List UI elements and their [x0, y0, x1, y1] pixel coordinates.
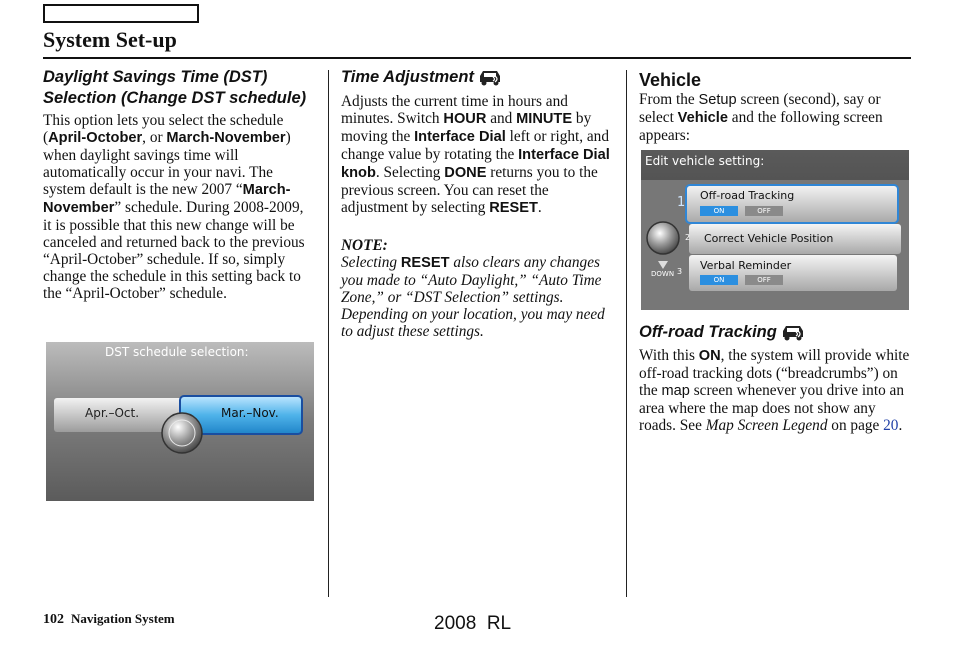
dst-paragraph	[43, 112, 315, 302]
offroad-text-5: .	[898, 417, 903, 434]
note-text-1: Selecting	[341, 254, 401, 271]
vehicle-paragraph	[639, 91, 911, 144]
column-divider-1	[328, 70, 329, 597]
dst-text-4: ” schedule. During 2008-2009, it is possible that this new change will be canceled and returned back to the previous “April-October” schedule. If so, simply change the schedule in this setting back to the “April-October” schedule.	[43, 199, 305, 302]
vehicle-screen-num-2: 2	[685, 233, 691, 242]
section-name: Navigation System	[71, 611, 175, 626]
voice-command-icon	[781, 323, 805, 347]
voice-command-icon	[478, 68, 502, 92]
offroad-heading	[639, 322, 911, 347]
footer	[43, 611, 175, 628]
dst-heading: Daylight Savings Time (DST) Selection (Change DST schedule)	[43, 68, 307, 107]
vehicle-screen-down-label: DOWN	[651, 270, 675, 278]
time-adjustment-title: Time Adjustment	[341, 68, 474, 86]
ta-reset: RESET	[489, 200, 538, 216]
dst-option-march-november: March-November	[166, 130, 286, 146]
ta-hour: HOUR	[443, 111, 487, 127]
header-rule	[43, 57, 911, 59]
note-reset: RESET	[400, 255, 450, 271]
vehicle-screen-row-verbal-reminder: Verbal Reminder	[700, 259, 792, 272]
vehicle-text-1: From the	[639, 91, 699, 108]
vehicle-screen-row3-on: ON	[713, 276, 725, 284]
dst-screen-mar-nov-button: Mar.–Nov.	[221, 406, 279, 420]
note-label: NOTE:	[341, 237, 388, 254]
ta-text-6: returns you to the previous screen. You can reset the adjustment by selecting	[341, 164, 598, 216]
ta-text-5: . Selecting	[375, 164, 445, 181]
column-vehicle	[639, 69, 911, 144]
offroad-on: ON	[698, 348, 721, 364]
offroad-text-1: With this	[639, 347, 699, 364]
column-offroad	[639, 322, 911, 434]
vehicle-screen-num-1: 1	[677, 195, 686, 210]
vehicle-screen-title: Edit vehicle setting:	[645, 154, 765, 168]
page-number: 102	[43, 612, 64, 627]
vehicle-text-2: screen (second), say or select	[639, 91, 881, 126]
note-text-2: also clears any changes you made to “Auto Daylight,” “Auto Time Zone,” or “DST Selection” settings. Depending on your location, you may need to adjust these settings.	[341, 254, 605, 340]
ta-text-3: by moving the	[341, 110, 592, 145]
offroad-text-4: on page	[827, 417, 884, 434]
ta-interface-dial-knob: Interface Dial knob	[341, 147, 610, 181]
ta-text-2: and	[486, 110, 517, 127]
offroad-paragraph	[639, 347, 911, 434]
vehicle-vehicle: Vehicle	[677, 110, 728, 126]
ta-text-4: left or right, and change value by rotating the	[341, 128, 609, 163]
vehicle-setup: Setup	[698, 92, 737, 108]
ta-minute: MINUTE	[516, 111, 573, 127]
offroad-text-3: screen whenever you drive into an area where the map does not show any roads. See	[639, 382, 904, 434]
ta-interface-dial: Interface Dial	[414, 129, 506, 145]
dst-screen-title: DST schedule selection:	[105, 345, 249, 359]
vehicle-screen-row1-on: ON	[713, 207, 725, 215]
vehicle-screen-image	[641, 150, 909, 310]
vehicle-screen-num-3: 3	[677, 267, 683, 276]
note-paragraph	[341, 254, 616, 340]
time-adjustment-heading	[341, 67, 616, 92]
time-adjustment-paragraph	[341, 93, 616, 217]
dst-text-1: This option lets you select the schedule (	[43, 112, 284, 146]
column-dst	[43, 67, 315, 302]
ta-text-7: .	[537, 199, 542, 216]
ta-text-1: Adjusts the current time in hours and minutes. Switch	[341, 93, 568, 127]
vehicle-screen-row3-off: OFF	[757, 276, 771, 284]
dst-screen-apr-oct-button: Apr.–Oct.	[85, 406, 140, 420]
dst-text-3: ) when daylight savings time will automatically occur in your navi. The system default is the new 2007 “	[43, 129, 291, 198]
page-20-link[interactable]: 20	[883, 417, 899, 434]
offroad-text-2: , the system will provide white off-road tracking dots (“breadcrumbs”) on the	[639, 347, 910, 399]
vehicle-heading: Vehicle	[639, 70, 702, 90]
vehicle-screen-row-offroad: Off-road Tracking	[700, 189, 795, 202]
page-title: System Set-up	[43, 27, 177, 52]
ta-done: DONE	[444, 165, 487, 181]
vehicle-screen-row1-off: OFF	[757, 207, 771, 215]
dst-default-option: March-November	[43, 182, 291, 216]
dst-text-2: , or	[142, 129, 167, 146]
dst-screen-image	[46, 342, 314, 501]
offroad-title: Off-road Tracking	[639, 323, 777, 341]
header-tab-box	[43, 4, 199, 23]
dst-option-april-october: April-October	[48, 130, 143, 146]
offroad-legend: Map Screen Legend	[705, 417, 828, 434]
vehicle-screen-row-correct-position: Correct Vehicle Position	[704, 232, 834, 245]
column-time-adjustment	[341, 67, 616, 340]
vehicle-text-3: and the following screen appears:	[639, 109, 883, 144]
column-divider-2	[626, 70, 627, 597]
offroad-map: map	[661, 383, 690, 399]
model-label: 2008 RL	[434, 613, 512, 634]
